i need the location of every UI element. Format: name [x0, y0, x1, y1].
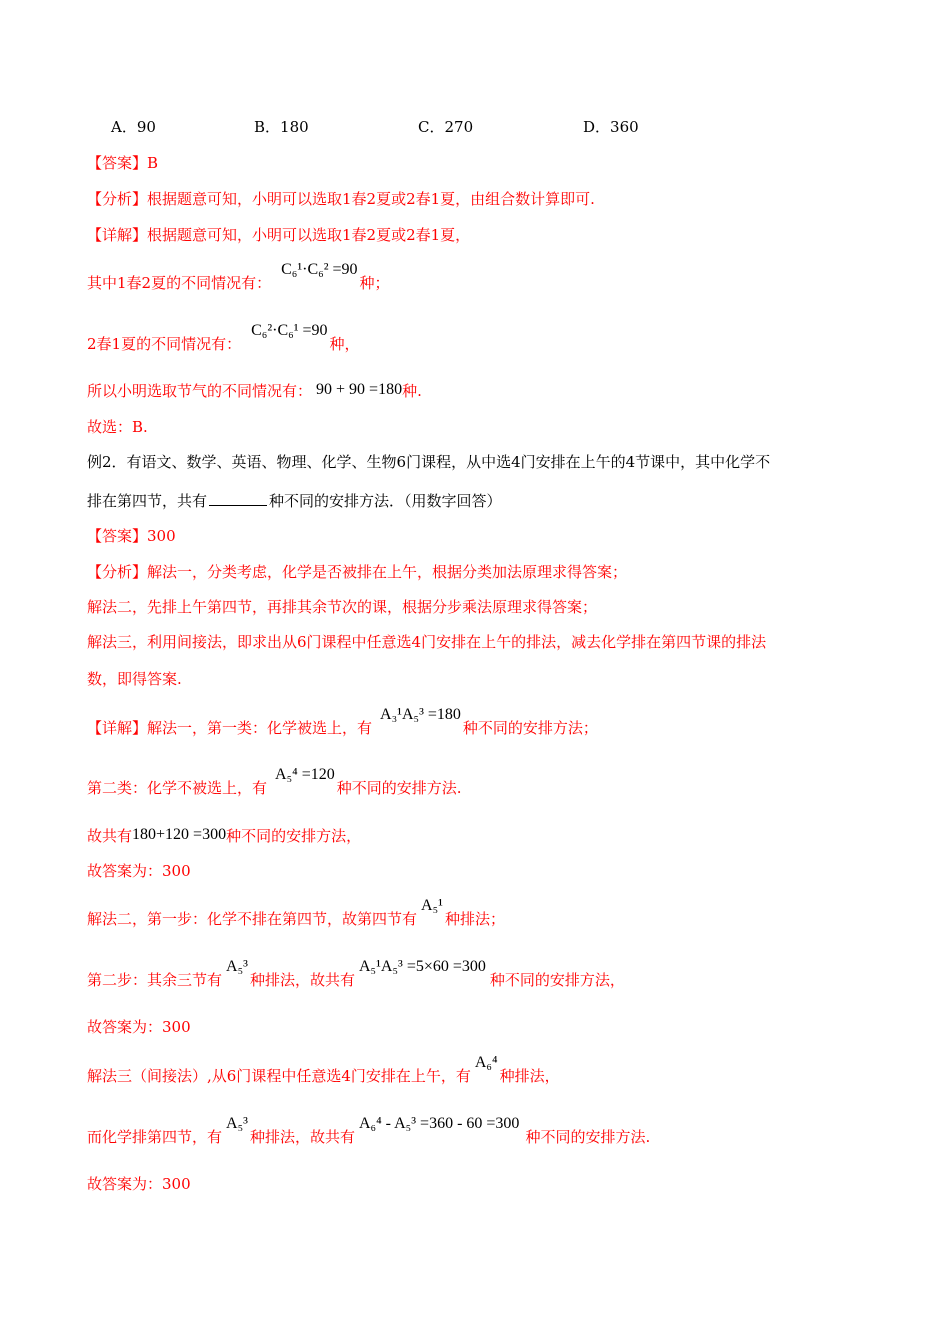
ex2-m3-answer: 故答案为：300 — [87, 1175, 191, 1193]
m2-step2-mid: 种排法，故共有 — [249, 971, 355, 989]
ex1-case1-formula: C₆¹·C₆² =90 — [281, 261, 358, 278]
ex2-m1-answer: 故答案为：300 — [87, 862, 191, 880]
option-b: B．180 — [254, 118, 309, 136]
m3-line2-formula: A₅³ — [226, 1115, 248, 1132]
m2-step1-unit: 种排法； — [444, 910, 505, 928]
ex1-answer: 【答案】B — [87, 154, 159, 172]
ex1-total — [87, 381, 422, 402]
m2-step2-formula: A₅³ — [226, 958, 248, 975]
m2-step2-unit: 种不同的安排方法， — [489, 971, 625, 989]
m3-line1-text: 解法三（间接法）,从6门课程中任意选4门安排在上午，有 — [87, 1067, 471, 1085]
m1-total-unit: 种不同的安排方法， — [226, 827, 362, 845]
m1-case1-text: 【详解】解法一，第一类：化学被选上，有 — [87, 719, 373, 737]
ex2-question-line2-b: 种不同的安排方法．（用数字回答） — [269, 492, 502, 510]
option-a: A．90 — [111, 118, 156, 136]
m3-line1-formula: A₆⁴ — [474, 1054, 498, 1071]
ex2-question-line2-a: 排在第四节，共有 — [87, 492, 208, 510]
m2-step2-formula2: A₅¹A₅³ =5×60 =300 — [358, 958, 486, 975]
m1-case2-formula: A₅⁴ =120 — [275, 766, 335, 783]
ex2-m3-line2 — [87, 1115, 651, 1148]
m1-total-text: 故共有 — [87, 827, 133, 845]
ex2-m3-line1 — [87, 1054, 560, 1087]
m3-line2-mid: 种排法，故共有 — [249, 1128, 355, 1146]
ex1-total-unit: 种. — [402, 382, 422, 400]
m1-case1-unit: 种不同的安排方法； — [462, 719, 598, 737]
ex1-total-formula: 90 + 90 =180 — [316, 381, 403, 398]
ex1-case1 — [87, 261, 390, 294]
m2-step1-text: 解法二，第一步：化学不排在第四节，故第四节有 — [87, 910, 418, 928]
option-d: D．360 — [583, 118, 639, 136]
ex1-case2-unit: 种， — [329, 335, 360, 353]
m3-line2-formula2: A₆⁴ - A₅³ =360 - 60 =300 — [358, 1115, 520, 1132]
ex2-analysis-1: 【分析】解法一，分类考虑，化学是否被排在上午，根据分类加法原理求得答案； — [87, 563, 628, 581]
ex1-analysis: 【分析】根据题意可知，小明可以选取1春2夏或2春1夏，由组合数计算即可. — [87, 190, 595, 208]
ex2-m2-answer: 故答案为：300 — [87, 1018, 191, 1036]
ex2-m2-step1 — [87, 897, 505, 930]
ex1-case1-unit: 种； — [359, 274, 390, 292]
ex2-analysis-4: 数，即得答案. — [87, 670, 182, 688]
ex2-m1-case2 — [87, 766, 462, 799]
option-c: C．270 — [418, 118, 474, 136]
ex2-answer: 【答案】300 — [87, 527, 176, 545]
ex1-total-text: 所以小明选取节气的不同情况有： — [87, 382, 313, 400]
ex1-conclusion: 故选：B. — [87, 418, 148, 436]
ex1-case2 — [87, 322, 360, 355]
ex2-m1-case1 — [87, 706, 598, 739]
m1-case2-text: 第二类：化学不被选上，有 — [87, 779, 268, 797]
m3-line2-text: 而化学排第四节，有 — [87, 1128, 223, 1146]
ex1-case1-text: 其中1春2夏的不同情况有： — [87, 274, 272, 292]
answer-blank — [209, 491, 267, 506]
ex1-detail-intro: 【详解】根据题意可知，小明可以选取1春2夏或2春1夏， — [87, 226, 471, 244]
m2-step2-text: 第二步：其余三节有 — [87, 971, 223, 989]
ex1-case2-formula: C₆²·C₆¹ =90 — [251, 322, 328, 339]
ex2-m2-step2 — [87, 958, 625, 991]
ex2-question-line1: 例2．有语文、数学、英语、物理、化学、生物6门课程，从中选4门安排在上午的4节课中，其中化学不 — [87, 453, 771, 471]
m1-total-formula: 180+120 =300 — [132, 826, 227, 843]
m3-line1-unit: 种排法， — [499, 1067, 560, 1085]
m2-step1-formula: A₅¹ — [421, 897, 443, 914]
ex2-question-line2 — [87, 491, 502, 511]
ex2-analysis-2: 解法二，先排上午第四节，再排其余节次的课，根据分步乘法原理求得答案； — [87, 598, 598, 616]
ex1-case2-text: 2春1夏的不同情况有： — [87, 335, 242, 353]
ex2-analysis-3: 解法三，利用间接法，即求出从6门课程中任意选4门安排在上午的排法，减去化学排在第四节课的排法 — [87, 633, 767, 651]
m1-case1-formula: A₃¹A₅³ =180 — [380, 706, 461, 723]
ex2-m1-total — [87, 826, 361, 847]
m1-case2-unit: 种不同的安排方法. — [336, 779, 462, 797]
m3-line2-unit: 种不同的安排方法. — [525, 1128, 651, 1146]
